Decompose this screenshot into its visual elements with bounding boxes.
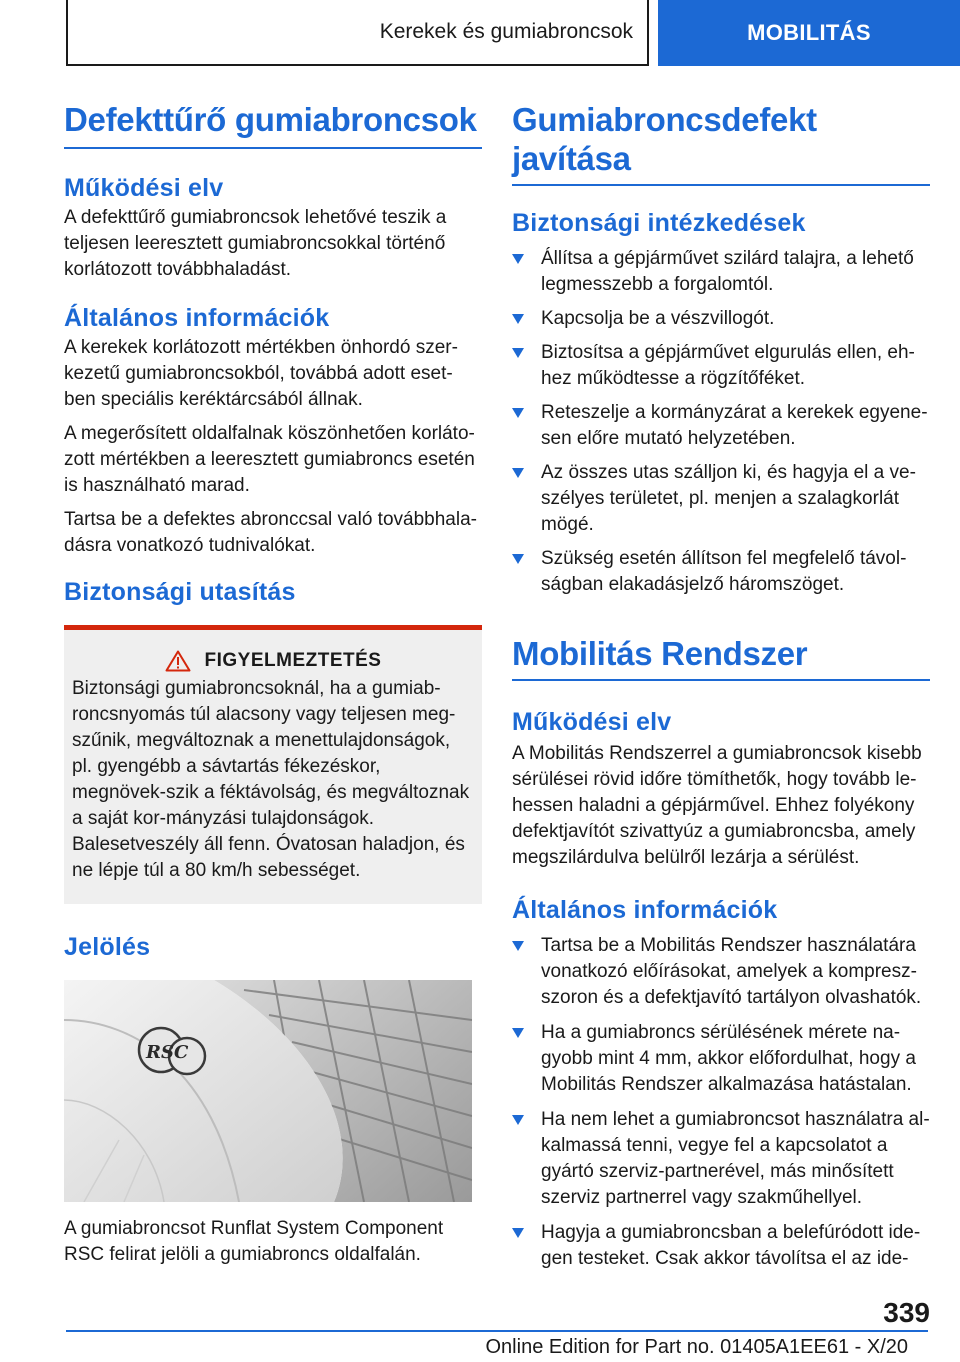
list-item-text: Ha nem lehet a gumiabroncsot használatra al-kalmassá tenni, vegye fel a kapcsolatot a gyártó szerviz-partnerével, más minősített szerviz partnerrel vagy szakműhellyel. — [541, 1109, 930, 1208]
page-title: Defekttűrő gumiabroncsok — [64, 101, 477, 138]
section-heading: Működési elv — [512, 708, 672, 736]
list-item — [512, 546, 930, 598]
paragraph: A kerekek korlátozott mértékben önhordó szer-kezetű gumiabroncsokból, továbbá adott eset-ben speciális keréktárcsából állnak. — [64, 337, 458, 410]
list-item-text: Hagyja a gumiabroncsban a belefúródott ide-gen testeket. Csak akkor távolítsa el az ide- — [541, 1222, 921, 1269]
list-item-text: Tartsa be a Mobilitás Rendszer használatára vonatkozó előírásokat, amelyek a kompresz-szoron és a defektjavító tartályon olvashatók. — [541, 935, 922, 1008]
edition-note: Online Edition for Part no. 01405A1EE61 - X/20 — [485, 1336, 908, 1358]
warning-title: FIGYELMEZTETÉS — [204, 650, 382, 671]
list-item — [512, 340, 930, 392]
list-item-text: Reteszelje a kormányzárat a kerekek egyene-sen előre mutató helyzetében. — [541, 402, 928, 449]
list-item — [512, 1020, 930, 1098]
safety-steps-list — [512, 246, 930, 598]
info-list — [512, 933, 930, 1272]
paragraph: A Mobilitás Rendszerrel a gumiabroncsok kisebb sérülései rövid időre tömíthetők, hogy tovább le-hessen haladni a gépjárművel. Ehhez folyékony defektjavítót szivattyúz a gumiabroncsba, amely megszilárdulva belülről lezárja a sérülést. — [512, 743, 922, 868]
list-item — [512, 460, 930, 538]
list-item-text: Ha a gumiabroncs sérülésének mérete na-gyobb mint 4 mm, akkor előfordulhat, hogy a Mobilitás Rendszer alkalmazása hatástalan. — [541, 1022, 916, 1095]
bullet-triangle-icon — [512, 348, 524, 358]
bullet-triangle-icon — [512, 408, 524, 418]
warning-header — [72, 650, 474, 672]
list-item-text: Kapcsolja be a vészvillogót. — [541, 308, 775, 329]
footer-rule — [66, 1330, 928, 1332]
title-block — [512, 100, 930, 186]
tyre-illustration — [64, 980, 472, 1202]
section-heading: Általános információk — [512, 896, 778, 924]
right-column — [512, 100, 930, 1272]
bullet-triangle-icon — [512, 468, 524, 478]
list-item — [512, 1107, 930, 1211]
bullet-triangle-icon — [512, 254, 524, 264]
section-heading: Működési elv — [64, 174, 224, 202]
warning-box — [64, 625, 482, 904]
bullet-triangle-icon — [512, 554, 524, 564]
list-item-text: Az összes utas szálljon ki, és hagyja el a ve-szélyes területet, pl. menjen a szalagkorlát mögé. — [541, 462, 916, 535]
list-item — [512, 400, 930, 452]
title-block — [64, 100, 482, 149]
rsc-logo-text: RSC — [146, 1042, 189, 1063]
list-item-text: Szükség esetén állítson fel megfelelő távol-ságban elakadásjelző háromszöget. — [541, 548, 907, 595]
paragraph: A megerősített oldalfalnak köszönhetően korláto-zott mértékben a leeresztett gumiabroncs esetén is használható marad. — [64, 423, 475, 496]
title-block — [512, 634, 930, 681]
paragraph: Tartsa be a defektes abronccsal való továbbhala-dásra vonatkozó tudnivalókat. — [64, 509, 477, 556]
list-item — [512, 1220, 930, 1272]
bullet-triangle-icon — [512, 1115, 524, 1125]
list-item — [512, 246, 930, 298]
section-heading: Biztonsági intézkedések — [512, 209, 806, 237]
page-title: Gumiabroncsdefekt javítása — [512, 101, 817, 177]
image-caption: A gumiabroncsot Runflat System Component RSC felirat jelöli a gumiabroncs oldalfalán. — [64, 1218, 444, 1265]
left-column — [64, 100, 482, 1268]
warning-text: Biztonsági gumiabroncsoknál, ha a gumiab-roncsnyomás túl alacsony vagy teljesen meg-szűnik, megváltoznak a menettulajdonságok, pl. gyengébb a sávtartás fékezéskor, megnövek-szik a féktávolság, és megváltoznak a saját kor-mányzási tulajdonságok. Balesetveszély áll fenn. Óvatosan haladjon, és ne lépje túl a 80 km/h sebességet. — [72, 678, 470, 881]
paragraph: A defekttűrő gumiabroncsok lehetővé teszik a teljesen leeresztett gumiabroncsokkal történő korlátozott továbbhaladást. — [64, 207, 447, 280]
bullet-triangle-icon — [512, 1228, 524, 1238]
chapter-tab[interactable]: MOBILITÁS — [658, 0, 960, 66]
page-number: 339 — [883, 1297, 930, 1328]
page-header — [0, 0, 960, 66]
list-item-text: Állítsa a gépjárművet szilárd talajra, a lehető legmesszebb a forgalomtól. — [541, 248, 914, 295]
bullet-triangle-icon — [512, 314, 524, 324]
section-heading: Általános információk — [64, 304, 330, 332]
tyre-sidewall-image — [64, 980, 472, 1202]
bullet-triangle-icon — [512, 1028, 524, 1038]
bullet-triangle-icon — [512, 941, 524, 951]
section-title: Kerekek és gumiabroncsok — [66, 0, 649, 66]
list-item — [512, 933, 930, 1011]
list-item-text: Biztosítsa a gépjárművet elgurulás ellen, eh-hez működtesse a rögzítőféket. — [541, 342, 915, 389]
section-heading: Jelölés — [64, 933, 151, 961]
page-title: Mobilitás Rendszer — [512, 635, 808, 672]
section-heading: Biztonsági utasítás — [64, 578, 296, 606]
list-item — [512, 306, 930, 332]
warning-triangle-icon — [165, 650, 191, 672]
